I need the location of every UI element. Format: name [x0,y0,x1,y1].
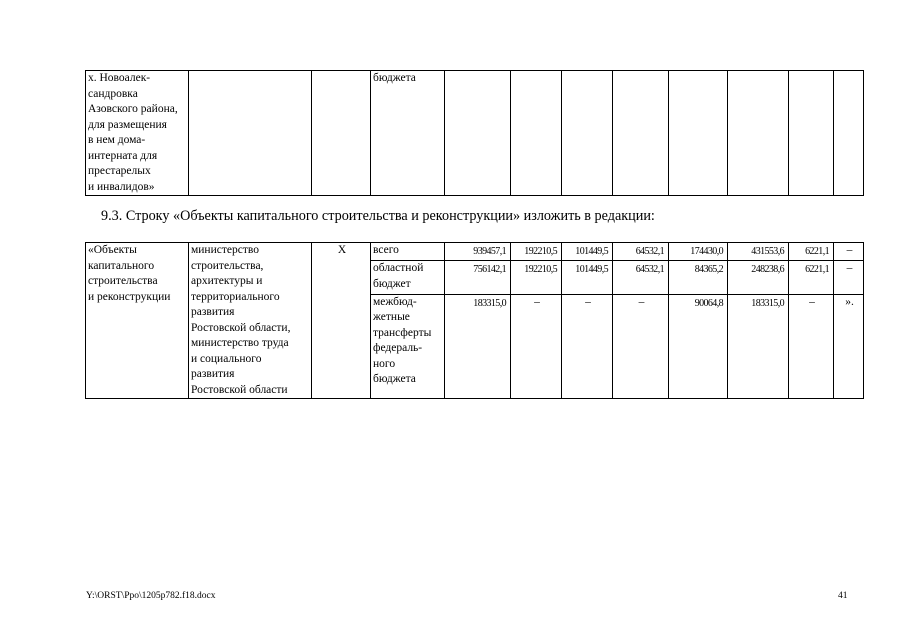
text-line: развития [191,306,235,318]
page-number: 41 [838,591,848,601]
value-cell: 64532,1 [613,261,669,294]
text-line: областной [373,262,424,275]
value-cell [834,71,864,196]
value-cell: 756142,1 [445,261,511,294]
value-cell [511,71,562,196]
executor-cell [189,243,312,399]
value-cell [789,71,834,196]
value-cell [445,71,511,196]
text-line: министерство труда [191,337,289,349]
value-cell: 64532,1 [613,243,669,261]
value-cell: 90064,8 [669,294,728,398]
text-line: архитектуры и [191,275,263,287]
text-line: престарелых [88,165,151,177]
text-line: Ростовской области, [191,321,291,334]
text-line: и социального [191,352,262,365]
funding-source-cell [371,294,445,398]
text-line: федераль- [373,342,423,355]
text-line: развития [191,368,235,380]
value-cell [669,71,728,196]
value-cell: – [834,261,864,294]
text-line: бюджета [373,72,416,84]
text-line: и инвалидов» [88,180,155,193]
mark-cell: Х [312,243,371,399]
text-line: территориального [191,290,280,303]
table-capital-construction [85,242,864,399]
value-cell: – [562,294,613,398]
text-line: и реконструкции [88,290,171,303]
text-line: сандровка [88,87,138,100]
value-cell: – [511,294,562,398]
value-cell: 6221,1 [789,261,834,294]
value-cell: 192210,5 [511,243,562,261]
value-cell [562,71,613,196]
text-line: бюджет [373,277,411,290]
text-line: ного [373,357,396,370]
object-name-cell [86,71,189,196]
footer-file-path: Y:\ORST\Ppo\1205p782.f18.docx [86,591,216,601]
executor-cell [189,71,312,196]
value-cell: 183315,0 [728,294,789,398]
value-cell: 174430,0 [669,243,728,261]
text-line: жетные [373,311,410,324]
value-cell: 101449,5 [562,261,613,294]
text-line: трансферты [373,326,432,339]
object-name-cell [86,243,189,399]
value-cell: 84365,2 [669,261,728,294]
table-continuation [85,70,864,196]
text-line: бюджета [373,373,416,386]
value-cell: – [613,294,669,398]
text-line: министерство [191,244,259,256]
value-cell: 183315,0 [445,294,511,398]
value-cell: 431553,6 [728,243,789,261]
value-cell: 101449,5 [562,243,613,261]
text-line: в нем дома- [88,134,146,146]
value-cell: 192210,5 [511,261,562,294]
text-line: строительства, [191,259,264,272]
text-line: Ростовской области [191,383,288,396]
funding-source-cell [371,261,445,294]
value-cell: ». [834,294,864,398]
paragraph-9-3: 9.3. Строку «Объекты капитального строительства и реконструкции» изложить в редакции: [101,208,655,224]
text-line: межбюд- [373,295,417,308]
text-line: для размещения [88,118,167,131]
text-line: строительства [88,275,158,287]
text-line: «Объекты [88,244,137,256]
text-line: Азовского района, [88,103,178,115]
value-cell: 939457,1 [445,243,511,261]
text-line: всего [373,244,399,256]
text-line: интерната для [88,149,158,162]
funding-source-cell [371,71,445,196]
funding-source-cell [371,243,445,261]
value-cell: – [789,294,834,398]
text-line: капитального [88,259,155,272]
value-cell [613,71,669,196]
value-cell: 6221,1 [789,243,834,261]
text-line: х. Новоалек- [88,72,151,84]
mark-cell [312,71,371,196]
value-cell [728,71,789,196]
value-cell: – [834,243,864,261]
value-cell: 248238,6 [728,261,789,294]
